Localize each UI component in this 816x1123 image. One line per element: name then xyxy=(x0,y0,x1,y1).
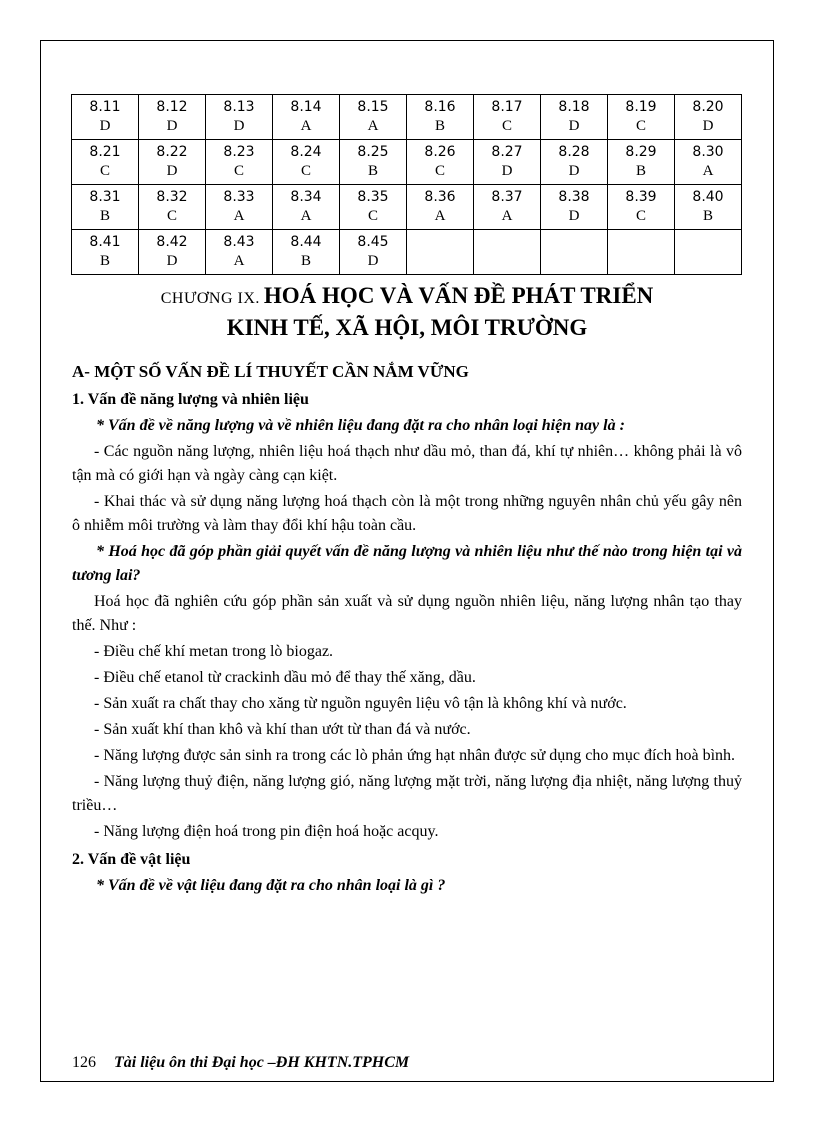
answer-cell xyxy=(72,95,139,140)
answer-letter: C xyxy=(434,163,445,179)
answer-letter: C xyxy=(635,118,646,134)
table-row xyxy=(72,230,742,275)
answer-letter: D xyxy=(568,163,580,179)
answer-cell xyxy=(206,185,273,230)
answer-cell xyxy=(340,185,407,230)
table-row xyxy=(72,95,742,140)
answer-cell xyxy=(608,95,675,140)
answer-cell xyxy=(608,185,675,230)
answer-cell xyxy=(407,95,474,140)
answer-cell xyxy=(139,230,206,275)
answer-cell xyxy=(474,95,541,140)
answer-cell xyxy=(675,185,742,230)
question-number: 8.20 xyxy=(692,99,724,115)
answer-letter: D xyxy=(233,118,245,134)
paragraph: - Năng lượng thuỷ điện, năng lượng gió, năng lượng mặt trời, năng lượng địa nhiệt, năng lượng thuỷ triều… xyxy=(72,773,742,814)
question-number: 8.22 xyxy=(156,144,188,160)
answer-letter: B xyxy=(702,208,713,224)
chapter-title-text-2: KINH TẾ, XÃ HỘI, MÔI TRƯỜNG xyxy=(226,315,588,340)
answer-cell xyxy=(675,95,742,140)
answer-letter: A xyxy=(233,208,245,224)
chapter-title xyxy=(40,281,774,342)
answer-cell xyxy=(541,95,608,140)
question-number: 8.15 xyxy=(357,99,389,115)
question-number: 8.29 xyxy=(625,144,657,160)
answer-letter: B xyxy=(99,208,110,224)
answer-cell xyxy=(675,140,742,185)
question-number: 8.26 xyxy=(424,144,456,160)
question-number: 8.34 xyxy=(290,189,322,205)
answer-letter: C xyxy=(99,163,110,179)
answer-cell xyxy=(474,185,541,230)
answer-letter: C xyxy=(233,163,244,179)
answer-cell xyxy=(273,95,340,140)
answer-letter: A xyxy=(367,118,379,134)
answer-cell xyxy=(72,230,139,275)
question-number: 8.43 xyxy=(223,234,255,250)
answer-cell xyxy=(541,140,608,185)
section-1-question-2: * Hoá học đã góp phần giải quyết vấn đề năng lượng và nhiên liệu như thế nào trong hiện tại và tương lai? xyxy=(72,543,742,584)
paragraph: - Điều chế etanol từ crackinh dầu mỏ để thay thế xăng, dầu. xyxy=(94,669,476,686)
answer-cell xyxy=(407,185,474,230)
answer-letter: D xyxy=(702,118,714,134)
answer-cell xyxy=(541,230,608,275)
answer-cell xyxy=(139,140,206,185)
answer-letter: D xyxy=(367,253,379,269)
paragraph: - Khai thác và sử dụng năng lượng hoá thạch còn là một trong những nguyên nhân chủ yếu gây nên ô nhiễm môi trường và làm thay đổi khí hậu toàn cầu. xyxy=(72,493,742,534)
answer-cell xyxy=(139,95,206,140)
answer-key-table xyxy=(71,94,742,275)
answer-letter: D xyxy=(99,118,111,134)
answer-cell xyxy=(474,140,541,185)
paragraph: - Năng lượng được sản sinh ra trong các lò phản ứng hạt nhân được sử dụng cho mục đích hoà bình. xyxy=(94,747,736,764)
page-number: 126 xyxy=(72,1054,96,1071)
answer-letter: A xyxy=(702,163,714,179)
question-number: 8.40 xyxy=(692,189,724,205)
answer-cell xyxy=(206,95,273,140)
question-number: 8.27 xyxy=(491,144,523,160)
question-number: 8.17 xyxy=(491,99,523,115)
question-number: 8.23 xyxy=(223,144,255,160)
question-number: 8.45 xyxy=(357,234,389,250)
answer-letter: C xyxy=(635,208,646,224)
answer-cell xyxy=(273,230,340,275)
answer-letter: A xyxy=(300,208,312,224)
question-number: 8.11 xyxy=(89,99,121,115)
answer-letter: A xyxy=(300,118,312,134)
answer-cell xyxy=(273,185,340,230)
answer-letter: D xyxy=(166,253,178,269)
answer-letter: D xyxy=(166,118,178,134)
main-content xyxy=(72,360,742,898)
answer-cell xyxy=(139,185,206,230)
answer-letter: A xyxy=(501,208,513,224)
question-number: 8.25 xyxy=(357,144,389,160)
chapter-title-line-1 xyxy=(40,281,774,313)
page-footer xyxy=(72,1054,409,1072)
answer-cell xyxy=(608,230,675,275)
answer-letter: A xyxy=(434,208,446,224)
answer-letter: B xyxy=(434,118,445,134)
question-number: 8.33 xyxy=(223,189,255,205)
answer-cell xyxy=(340,95,407,140)
question-number: 8.32 xyxy=(156,189,188,205)
question-number: 8.37 xyxy=(491,189,523,205)
paragraph: - Sản xuất khí than khô và khí than ướt từ than đá và nước. xyxy=(94,721,471,738)
answer-cell xyxy=(474,230,541,275)
answer-cell xyxy=(407,140,474,185)
question-number: 8.31 xyxy=(89,189,121,205)
answer-cell xyxy=(206,230,273,275)
answer-letter: C xyxy=(166,208,177,224)
question-number: 8.44 xyxy=(290,234,322,250)
question-number: 8.38 xyxy=(558,189,590,205)
table-row xyxy=(72,140,742,185)
answer-cell xyxy=(72,140,139,185)
question-number: 8.28 xyxy=(558,144,590,160)
question-number: 8.14 xyxy=(290,99,322,115)
section-2-heading: 2. Vấn đề vật liệu xyxy=(72,851,191,868)
answer-letter: B xyxy=(635,163,646,179)
answer-cell xyxy=(541,185,608,230)
question-number: 8.41 xyxy=(89,234,121,250)
section-1-question-1: * Vấn đề về năng lượng và về nhiên liệu đang đặt ra cho nhân loại hiện nay là : xyxy=(96,417,625,434)
question-number: 8.19 xyxy=(625,99,657,115)
answer-cell xyxy=(206,140,273,185)
chapter-title-text-1: HOÁ HỌC VÀ VẤN ĐỀ PHÁT TRIỂN xyxy=(263,283,654,308)
answer-cell xyxy=(608,140,675,185)
answer-cell xyxy=(273,140,340,185)
answer-letter: A xyxy=(233,253,245,269)
paragraph: - Sản xuất ra chất thay cho xăng từ nguồn nguyên liệu vô tận là không khí và nước. xyxy=(94,695,627,712)
table-row xyxy=(72,185,742,230)
answer-letter: C xyxy=(367,208,378,224)
paragraph: - Các nguồn năng lượng, nhiên liệu hoá thạch như dầu mỏ, than đá, khí tự nhiên… không phải là vô tận mà có giới hạn và ngày càng cạn kiệt. xyxy=(72,443,742,484)
question-number: 8.12 xyxy=(156,99,188,115)
paragraph: - Năng lượng điện hoá trong pin điện hoá hoặc acquy. xyxy=(94,823,439,840)
question-number: 8.18 xyxy=(558,99,590,115)
footer-source: Tài liệu ôn thi Đại học –ĐH KHTN.TPHCM xyxy=(114,1054,410,1071)
answer-letter: D xyxy=(568,208,580,224)
paragraph: - Điều chế khí metan trong lò biogaz. xyxy=(94,643,334,660)
answer-letter: B xyxy=(300,253,311,269)
question-number: 8.13 xyxy=(223,99,255,115)
question-number: 8.30 xyxy=(692,144,724,160)
question-number: 8.36 xyxy=(424,189,456,205)
section-2-question-1: * Vấn đề về vật liệu đang đặt ra cho nhân loại là gì ? xyxy=(96,877,446,894)
question-number: 8.42 xyxy=(156,234,188,250)
answer-letter: C xyxy=(501,118,512,134)
answer-cell xyxy=(407,230,474,275)
answer-letter: D xyxy=(166,163,178,179)
answer-cell xyxy=(675,230,742,275)
section-1-heading: 1. Vấn đề năng lượng và nhiên liệu xyxy=(72,391,309,408)
answer-cell xyxy=(340,140,407,185)
answer-letter: C xyxy=(300,163,311,179)
question-number: 8.35 xyxy=(357,189,389,205)
answer-cell xyxy=(340,230,407,275)
question-number: 8.21 xyxy=(89,144,121,160)
answer-cell xyxy=(72,185,139,230)
answer-letter: B xyxy=(367,163,378,179)
paragraph: Hoá học đã nghiên cứu góp phần sản xuất và sử dụng nguồn nhiên liệu, năng lượng nhân tạo thay thế. Như : xyxy=(72,593,742,634)
chapter-prefix: CHƯƠNG IX. xyxy=(160,290,260,307)
answer-letter: B xyxy=(99,253,110,269)
answer-letter: D xyxy=(501,163,513,179)
answer-letter: D xyxy=(568,118,580,134)
question-number: 8.39 xyxy=(625,189,657,205)
question-number: 8.24 xyxy=(290,144,322,160)
question-number: 8.16 xyxy=(424,99,456,115)
section-a-heading: A- MỘT SỐ VẤN ĐỀ LÍ THUYẾT CẦN NẮM VỮNG xyxy=(72,362,469,381)
